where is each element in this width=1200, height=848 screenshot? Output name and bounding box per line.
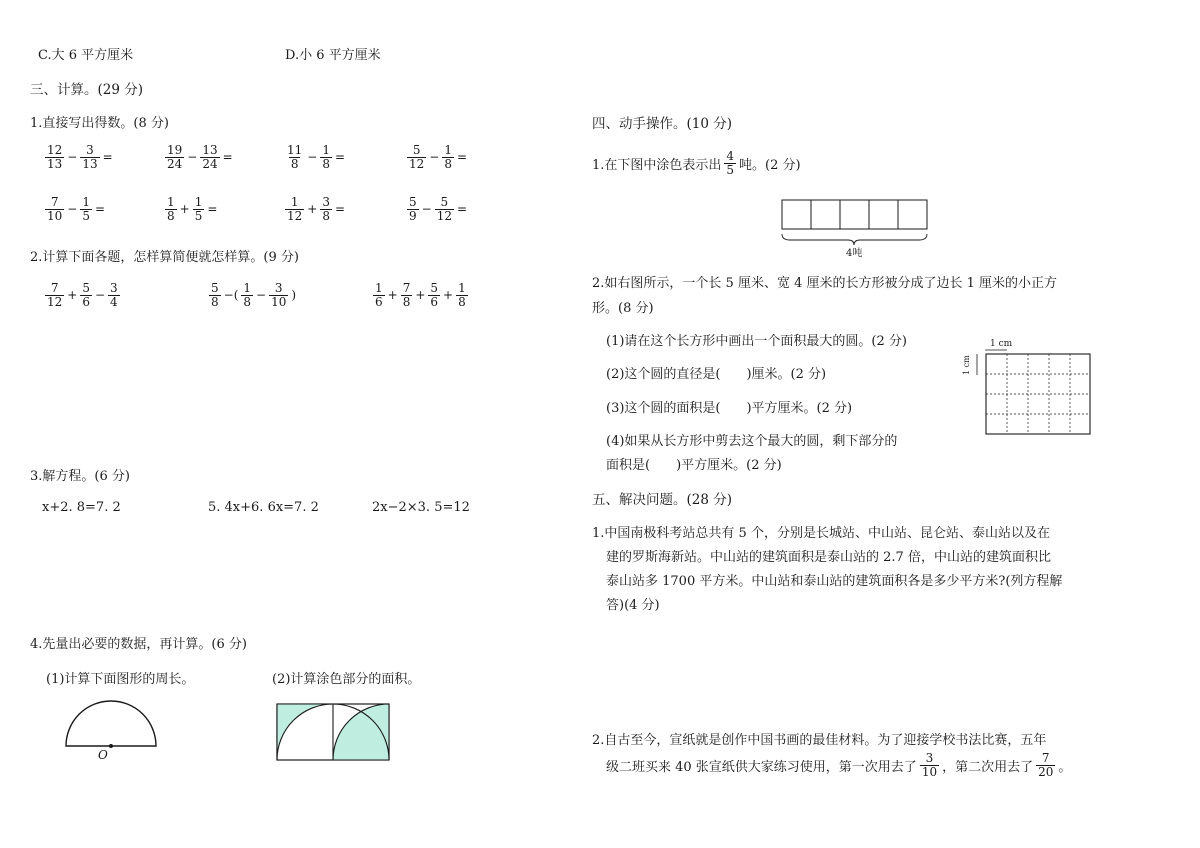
operator: +	[179, 202, 190, 217]
s5-q2-fraction-2: $\frac{7}{20}$	[1038, 751, 1054, 779]
fraction: $\frac{12}{13}$	[47, 143, 63, 171]
fraction: $\frac{19}{24}$	[167, 143, 183, 171]
fraction: $\frac{1}{12}$	[287, 195, 303, 223]
fraction: $\frac{1}{8}$	[167, 195, 175, 223]
operator: =	[222, 150, 233, 165]
q2-expression-1	[44, 282, 121, 308]
q1-item	[284, 196, 345, 222]
operator: =	[102, 150, 113, 165]
s4-q1-pre: 1.在下图中涂色表示出	[592, 157, 722, 173]
s5-q1-line-3: 泰山站多 1700 平方米。中山站和泰山站的建筑面积各是多少平方米?(列方程解	[606, 574, 1063, 589]
s4-q2-sub-2: (2)这个圆的直径是( )厘米。(2 分)	[606, 367, 827, 382]
unit-top-label: 1 cm	[990, 339, 1013, 349]
q4-part-1: (1)计算下面图形的周长。	[46, 672, 195, 687]
brace-label: 4吨	[846, 248, 863, 259]
operator: −	[94, 288, 106, 303]
fraction: $\frac{1}{5}$	[82, 195, 90, 223]
q1-item	[406, 144, 467, 170]
s4-q1-post: 吨。(2 分)	[739, 157, 801, 173]
q1-item	[284, 144, 345, 170]
q2-title: 2.计算下面各题，怎样算简便就怎样算。(9 分)	[30, 250, 299, 265]
operator: =	[94, 202, 106, 217]
operator: +	[387, 288, 398, 303]
s4-q2-sub-4b: 面积是( )平方厘米。(2 分)	[606, 458, 782, 473]
s5-q1-line-4: 答)(4 分)	[606, 598, 660, 613]
shaded-figure	[275, 702, 395, 764]
s5-q1-line-1: 1.中国南极科考站总共有 5 个，分别是长城站、中山站、昆仑站、泰山站以及在	[592, 526, 1050, 541]
operator: +	[443, 288, 454, 303]
operator: −	[67, 202, 78, 217]
operator: −	[187, 150, 198, 165]
s5-q2-line-1: 2.自古至今，宣纸就是创作中国书画的最佳材料。为了迎接学校书法比赛，五年	[592, 733, 1047, 748]
q1-title: 1.直接写出得数。(8 分)	[30, 116, 169, 131]
fraction: $\frac{11}{8}$	[287, 143, 303, 171]
section-3-title: 三、计算。(29 分)	[30, 82, 144, 98]
s4-q1-fraction: $\frac{4}{5}$	[726, 149, 735, 177]
s5-q1-line-2: 建的罗斯海新站。中山站的建筑面积是泰山站的 2.7 倍，中山站的建筑面积比	[606, 550, 1051, 565]
fraction: $\frac{1}{8}$	[243, 281, 252, 309]
operator: −	[256, 288, 267, 303]
center-label: O	[98, 748, 108, 762]
q1-item	[164, 196, 217, 222]
fraction: $\frac{1}{8}$	[322, 143, 330, 171]
q1-item	[406, 196, 467, 222]
choice-d: D.小 6 平方厘米	[285, 48, 381, 63]
semicircle-figure	[60, 700, 160, 764]
equation-3: 2x−2×3. 5=12	[372, 500, 470, 515]
operator: +	[67, 288, 78, 303]
s4-q2-text-2: 形。(8 分)	[592, 301, 654, 316]
fraction: $\frac{5}{12}$	[436, 195, 452, 223]
operator: )	[291, 288, 297, 303]
unit-side-label: 1 cm	[962, 355, 971, 375]
equation-1: x+2. 8=7. 2	[42, 500, 121, 515]
q1-item	[44, 196, 105, 222]
fraction: $\frac{5}{8}$	[211, 281, 219, 309]
grid-rectangle[interactable]	[974, 346, 1094, 440]
q3-title: 3.解方程。(6 分)	[30, 469, 130, 484]
fraction: $\frac{3}{4}$	[110, 281, 118, 309]
operator: =	[456, 150, 468, 165]
operator: =	[334, 150, 346, 165]
equation-2: 5. 4x+6. 6x=7. 2	[208, 500, 319, 515]
s4-q2-text-1: 2.如右图所示，一个长 5 厘米、宽 4 厘米的长方形被分成了边长 1 厘米的小正方	[592, 276, 1058, 291]
operator: −	[429, 150, 440, 165]
s5-q2-text-c: 。	[1058, 759, 1072, 775]
operator: =	[207, 202, 218, 217]
fraction: $\frac{1}{8}$	[458, 281, 466, 309]
q1-item	[164, 144, 233, 170]
fraction: $\frac{3}{13}$	[82, 143, 98, 171]
s5-q2-line-2	[606, 752, 1071, 778]
fraction: $\frac{1}{5}$	[194, 195, 203, 223]
s4-q2-sub-4a: (4)如果从长方形中剪去这个最大的圆，剩下部分的	[606, 434, 898, 449]
fraction: $\frac{7}{12}$	[47, 281, 63, 309]
operator: +	[307, 202, 318, 217]
s4-q2-sub-1: (1)请在这个长方形中画出一个面积最大的圆。(2 分)	[606, 334, 907, 349]
q1-item	[44, 144, 113, 170]
operator: =	[334, 202, 346, 217]
fraction: $\frac{3}{8}$	[322, 195, 330, 223]
operator: −	[67, 150, 78, 165]
choice-c: C.大 6 平方厘米	[38, 48, 134, 63]
fraction: $\frac{7}{8}$	[402, 281, 411, 309]
section-5-title: 五、解决问题。(28 分)	[592, 492, 733, 508]
s4-q2-sub-3: (3)这个圆的面积是( )平方厘米。(2 分)	[606, 401, 853, 416]
fraction: $\frac{5}{12}$	[409, 143, 425, 171]
section-4-title: 四、动手操作。(10 分)	[592, 116, 733, 132]
center-point	[109, 744, 113, 748]
operator: +	[415, 288, 426, 303]
fraction: $\frac{5}{6}$	[82, 281, 90, 309]
fraction: $\frac{13}{24}$	[202, 143, 218, 171]
fraction: $\frac{7}{10}$	[47, 195, 63, 223]
q2-expression-3	[372, 282, 469, 308]
fraction: $\frac{3}{10}$	[271, 281, 287, 309]
operator: =	[456, 202, 468, 217]
operator: −	[307, 150, 318, 165]
s5-q2-fraction-1: $\frac{3}{10}$	[921, 751, 938, 779]
fraction: $\frac{1}{6}$	[375, 281, 383, 309]
operator: −	[421, 202, 432, 217]
q4-title: 4.先量出必要的数据，再计算。(6 分)	[30, 637, 247, 652]
q4-part-2: (2)计算涂色部分的面积。	[272, 672, 421, 687]
q2-expression-2	[208, 282, 296, 308]
fraction: $\frac{1}{8}$	[444, 143, 452, 171]
s5-q2-text-a: 级二班买来 40 张宣纸供大家练习使用，第一次用去了	[606, 759, 917, 775]
s4-q1-line	[592, 150, 801, 176]
operator: −(	[223, 288, 239, 303]
s5-q2-text-b: ，第二次用去了	[942, 759, 1034, 775]
fraction: $\frac{5}{9}$	[409, 195, 417, 223]
fraction: $\frac{5}{6}$	[430, 281, 439, 309]
